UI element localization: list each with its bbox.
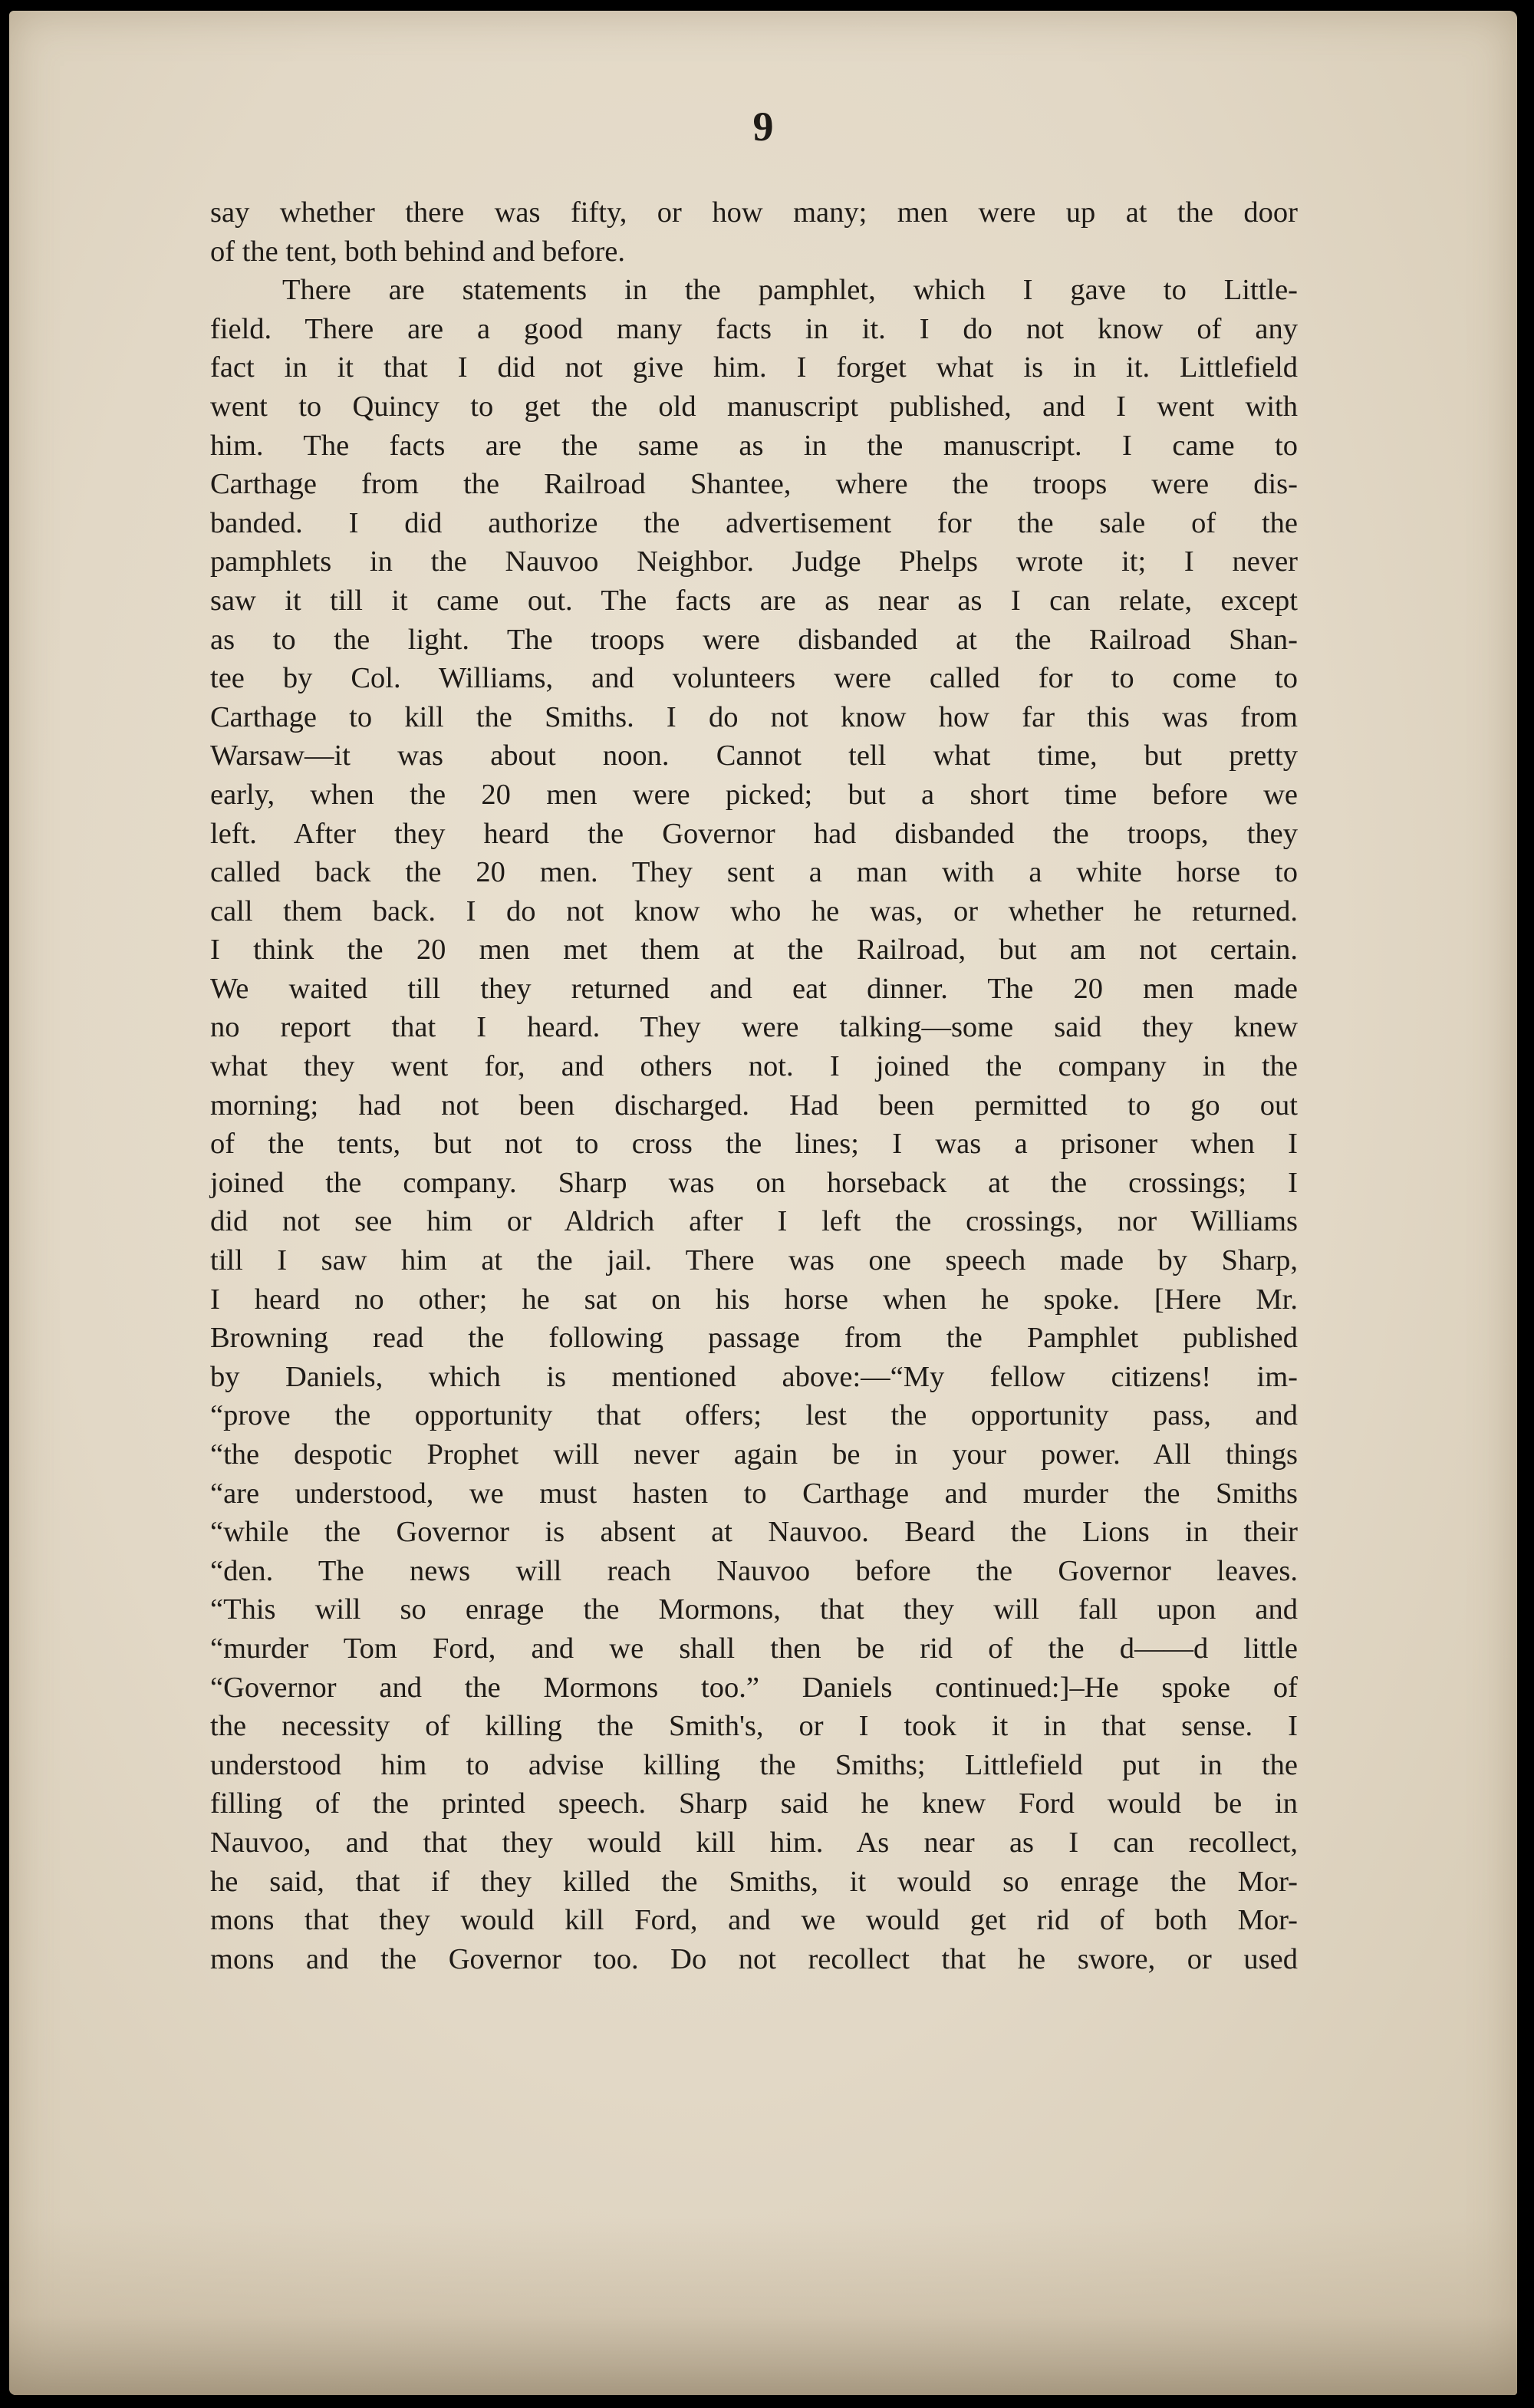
book-page (9, 11, 1517, 2395)
text-line: him. The facts are the same as in the manuscript. I came to (210, 429, 1298, 462)
text-line: joined the company. Sharp was on horseback at the crossings; I (210, 1166, 1298, 1199)
text-line: mons that they would kill Ford, and we would get rid of both Mor- (210, 1904, 1298, 1937)
text-line: “This will so enrage the Mormons, that they will fall upon and (210, 1593, 1298, 1626)
text-line: “prove the opportunity that offers; lest the opportunity pass, and (210, 1399, 1298, 1432)
text-line: “murder Tom Ford, and we shall then be rid of the d——d little (210, 1632, 1298, 1665)
text-line: Warsaw—it was about noon. Cannot tell what time, but pretty (210, 740, 1298, 772)
text-line: Browning read the following passage from the Pamphlet published (210, 1322, 1298, 1355)
text-line: morning; had not been discharged. Had been permitted to go out (210, 1089, 1298, 1122)
page-number: 9 (752, 104, 774, 150)
text-line: Nauvoo, and that they would kill him. As near as I can recollect, (210, 1826, 1298, 1859)
text-line: banded. I did authorize the advertisement for the sale of the (210, 506, 1298, 539)
text-line: call them back. I do not know who he was, or whether he returned. (210, 894, 1298, 927)
text-line: “den. The news will reach Nauvoo before the Governor leaves. (210, 1554, 1298, 1587)
text-line: as to the light. The troops were disbanded at the Railroad Shan- (210, 623, 1298, 656)
text-line: fact in it that I did not give him. I forget what is in it. Littlefield (210, 351, 1298, 384)
text-line: We waited till they returned and eat dinner. The 20 men made (210, 972, 1298, 1005)
text-line: “the despotic Prophet will never again be in your power. All things (210, 1438, 1298, 1471)
text-line: I heard no other; he sat on his horse when he spoke. [Here Mr. (210, 1283, 1298, 1316)
worn-bottom-edge (9, 2219, 1517, 2395)
text-line: mons and the Governor too. Do not recollect that he swore, or used (210, 1942, 1298, 1975)
text-line: went to Quincy to get the old manuscript published, and I went with (210, 390, 1298, 423)
text-line: he said, that if they killed the Smiths, it would so enrage the Mor- (210, 1865, 1298, 1898)
text-line: of the tents, but not to cross the lines; I was a prisoner when I (210, 1128, 1298, 1161)
text-line: no report that I heard. They were talking—some said they knew (210, 1011, 1298, 1044)
text-line: left. After they heard the Governor had disbanded the troops, they (210, 817, 1298, 850)
text-line: called back the 20 men. They sent a man with a white horse to (210, 856, 1298, 889)
text-line: did not see him or Aldrich after I left the crossings, nor Williams (210, 1205, 1298, 1238)
text-line: early, when the 20 men were picked; but a short time before we (210, 778, 1298, 811)
text-line: I think the 20 men met them at the Railroad, but am not certain. (210, 934, 1298, 967)
text-line: understood him to advise killing the Smiths; Littlefield put in the (210, 1748, 1298, 1781)
text-line: There are statements in the pamphlet, which I gave to Little- (282, 274, 1298, 307)
text-line: saw it till it came out. The facts are as near as I can relate, except (210, 584, 1298, 617)
text-line: pamphlets in the Nauvoo Neighbor. Judge Phelps wrote it; I never (210, 545, 1298, 578)
text-line: “while the Governor is absent at Nauvoo. Beard the Lions in their (210, 1516, 1298, 1549)
text-line: the necessity of killing the Smith's, or I took it in that sense. I (210, 1710, 1298, 1743)
text-line: Carthage to kill the Smiths. I do not know how far this was from (210, 700, 1298, 733)
text-line: “are understood, we must hasten to Carthage and murder the Smiths (210, 1477, 1298, 1510)
text-line: field. There are a good many facts in it. I do not know of any (210, 312, 1298, 345)
text-line: Carthage from the Railroad Shantee, where the troops were dis- (210, 468, 1298, 501)
text-line: tee by Col. Williams, and volunteers were called for to come to (210, 662, 1298, 695)
text-line: say whether there was fifty, or how many; men were up at the door (210, 196, 1298, 229)
text-line: “Governor and the Mormons too.” Daniels continued:]–He spoke of (210, 1671, 1298, 1704)
text-line: what they went for, and others not. I joined the company in the (210, 1050, 1298, 1083)
text-line: filling of the printed speech. Sharp said he knew Ford would be in (210, 1787, 1298, 1820)
text-line: till I saw him at the jail. There was one speech made by Sharp, (210, 1244, 1298, 1277)
body-text (210, 193, 1298, 1978)
text-line: by Daniels, which is mentioned above:—“My fellow citizens! im- (210, 1360, 1298, 1393)
text-line: of the tent, both behind and before. (210, 235, 625, 268)
